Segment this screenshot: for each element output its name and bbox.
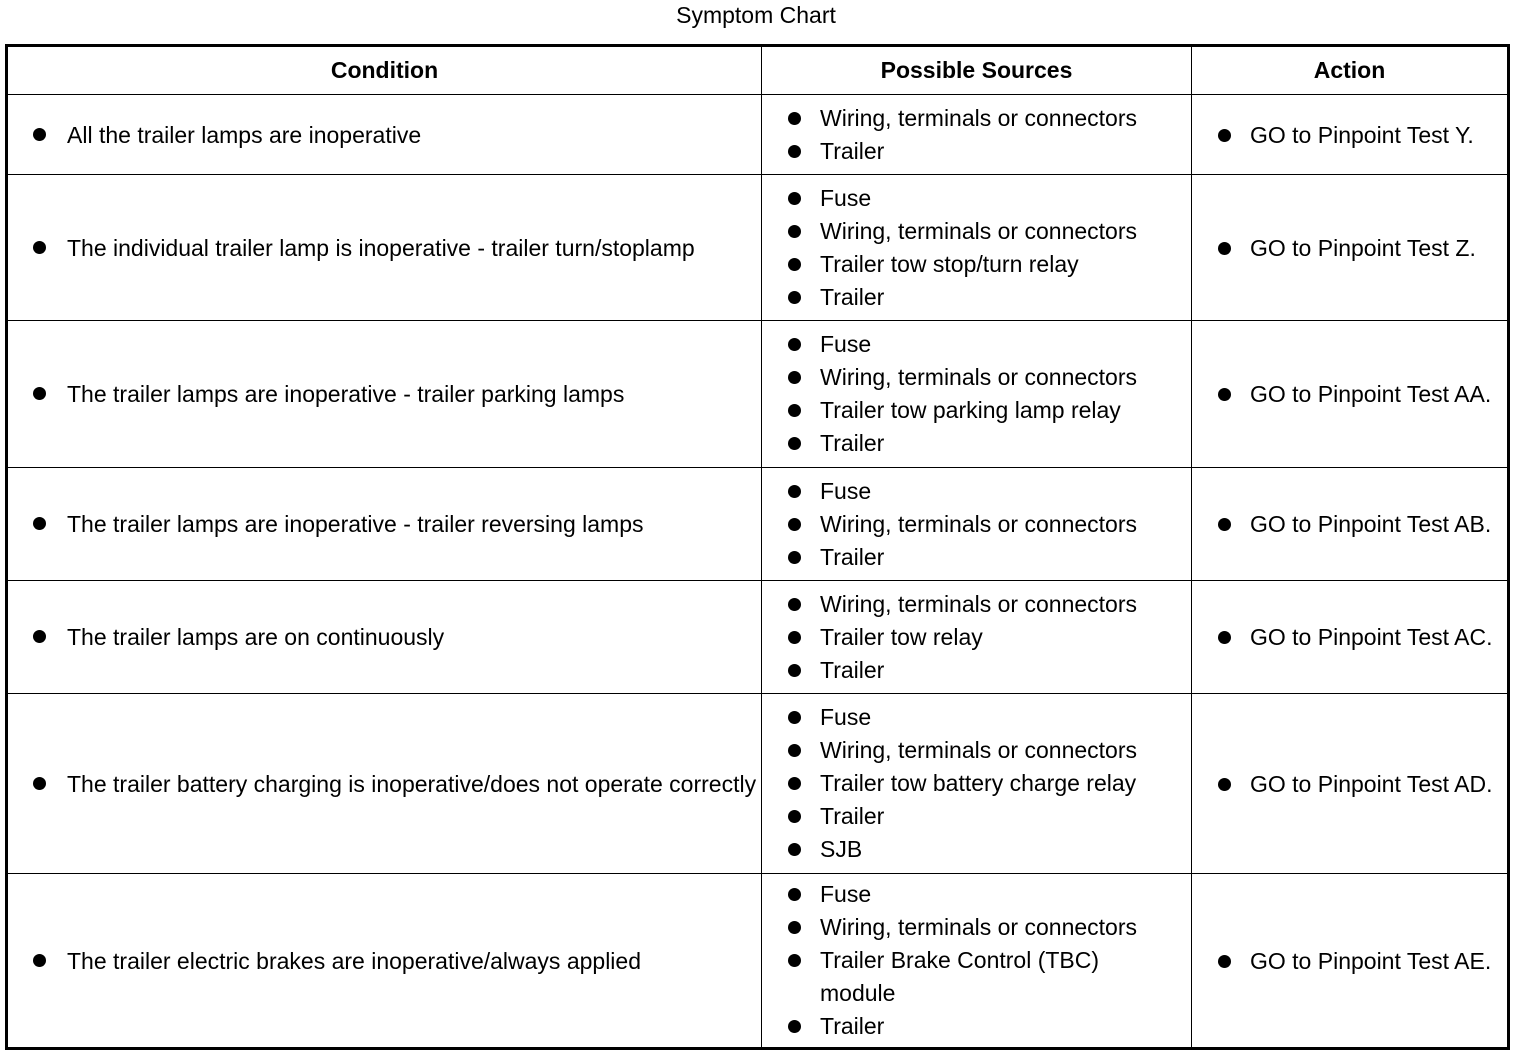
action-text: GO to Pinpoint Test AD. xyxy=(1218,769,1507,799)
action-cell xyxy=(1192,468,1509,581)
condition-header: Condition xyxy=(7,46,762,95)
header-row xyxy=(7,46,1509,95)
action-header: Action xyxy=(1192,46,1509,95)
source-item: Trailer xyxy=(788,427,1191,460)
sources-cell xyxy=(762,468,1192,581)
action-text: GO to Pinpoint Test Y. xyxy=(1218,120,1507,150)
source-item: Fuse xyxy=(788,878,1191,911)
source-item: Trailer tow battery charge relay xyxy=(788,767,1191,800)
condition-cell xyxy=(7,321,762,468)
condition-text: The trailer electric brakes are inoperative/always applied xyxy=(33,946,761,976)
chart-title: Symptom Chart xyxy=(676,2,836,28)
source-item: Trailer xyxy=(788,654,1191,687)
source-item: Trailer xyxy=(788,800,1191,833)
action-cell xyxy=(1192,581,1509,694)
action-text: GO to Pinpoint Test AE. xyxy=(1218,946,1507,976)
table-row xyxy=(7,321,1509,468)
table-row xyxy=(7,581,1509,694)
condition-cell xyxy=(7,95,762,175)
sources-cell xyxy=(762,694,1192,874)
table-row xyxy=(7,874,1509,1049)
source-item: Fuse xyxy=(788,328,1191,361)
source-item: Trailer xyxy=(788,281,1191,314)
condition-cell xyxy=(7,175,762,321)
condition-cell xyxy=(7,468,762,581)
action-cell xyxy=(1192,874,1509,1049)
condition-cell xyxy=(7,874,762,1049)
symptom-table xyxy=(5,44,1510,1050)
action-cell xyxy=(1192,321,1509,468)
table-row xyxy=(7,175,1509,321)
action-text: GO to Pinpoint Test Z. xyxy=(1218,233,1507,263)
source-item: Wiring, terminals or connectors xyxy=(788,102,1191,135)
condition-cell xyxy=(7,581,762,694)
source-item: Fuse xyxy=(788,182,1191,215)
source-item: Wiring, terminals or connectors xyxy=(788,734,1191,767)
source-item: Wiring, terminals or connectors xyxy=(788,361,1191,394)
condition-text: The individual trailer lamp is inoperative - trailer turn/stoplamp xyxy=(33,233,761,263)
source-item: Wiring, terminals or connectors xyxy=(788,911,1191,944)
table-row xyxy=(7,95,1509,175)
sources-cell xyxy=(762,874,1192,1049)
action-cell xyxy=(1192,175,1509,321)
source-item: Trailer xyxy=(788,541,1191,574)
condition-text: The trailer lamps are inoperative - trailer reversing lamps xyxy=(33,509,761,539)
action-text: GO to Pinpoint Test AB. xyxy=(1218,509,1507,539)
source-item: Trailer tow relay xyxy=(788,621,1191,654)
source-item: Trailer tow stop/turn relay xyxy=(788,248,1191,281)
action-cell xyxy=(1192,694,1509,874)
source-item: Trailer xyxy=(788,135,1191,168)
table-row xyxy=(7,694,1509,874)
condition-text: The trailer battery charging is inoperative/does not operate correctly xyxy=(33,769,761,799)
action-text: GO to Pinpoint Test AA. xyxy=(1218,379,1507,409)
source-item: Wiring, terminals or connectors xyxy=(788,588,1191,621)
source-item: Trailer xyxy=(788,1010,1191,1043)
source-item: Trailer tow parking lamp relay xyxy=(788,394,1191,427)
sources-cell xyxy=(762,321,1192,468)
source-item: Trailer Brake Control (TBC) module xyxy=(788,944,1191,1010)
condition-text: All the trailer lamps are inoperative xyxy=(33,120,761,150)
condition-text: The trailer lamps are inoperative - trailer parking lamps xyxy=(33,379,761,409)
source-item: Wiring, terminals or connectors xyxy=(788,215,1191,248)
possible-sources-header: Possible Sources xyxy=(762,46,1192,95)
source-item: Fuse xyxy=(788,475,1191,508)
sources-cell xyxy=(762,175,1192,321)
source-item: Fuse xyxy=(788,701,1191,734)
source-item: Wiring, terminals or connectors xyxy=(788,508,1191,541)
condition-cell xyxy=(7,694,762,874)
action-cell xyxy=(1192,95,1509,175)
sources-cell xyxy=(762,95,1192,175)
sources-cell xyxy=(762,581,1192,694)
action-text: GO to Pinpoint Test AC. xyxy=(1218,622,1507,652)
source-item: SJB xyxy=(788,833,1191,866)
table-row xyxy=(7,468,1509,581)
condition-text: The trailer lamps are on continuously xyxy=(33,622,761,652)
